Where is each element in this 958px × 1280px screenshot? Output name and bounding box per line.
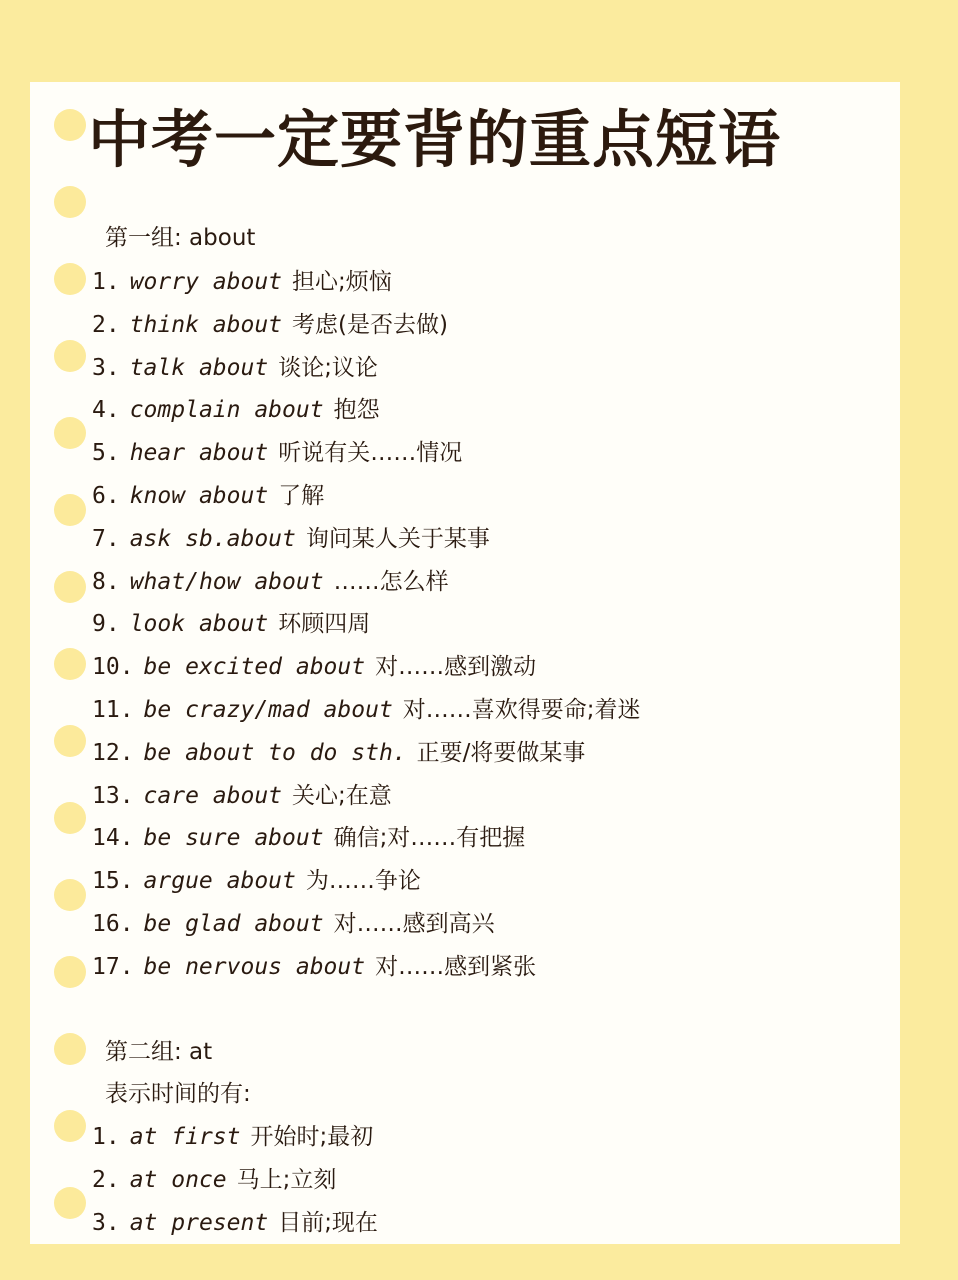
- item-number: 7.: [92, 525, 120, 552]
- item-number: 5.: [92, 440, 120, 467]
- item-number: 2.: [92, 1167, 120, 1193]
- item-number: 9.: [92, 611, 120, 638]
- item-phrase: at once: [129, 1167, 227, 1193]
- item-phrase: be sure about: [143, 825, 324, 852]
- list-item: [92, 607, 370, 641]
- list-item: [92, 907, 495, 941]
- binder-hole-icon: [54, 648, 86, 680]
- binder-hole-icon: [54, 879, 86, 911]
- binder-hole-icon: [54, 417, 86, 449]
- list-item: [92, 1120, 373, 1154]
- item-phrase: care about: [143, 782, 283, 809]
- group-subheading-time: 表示时间的有:: [105, 1081, 251, 1107]
- binder-hole-icon: [54, 802, 86, 834]
- list-item: [92, 308, 448, 342]
- list-item: [92, 1206, 378, 1240]
- list-item: [92, 351, 378, 385]
- item-meaning: 了解: [278, 483, 325, 509]
- list-item: [92, 393, 380, 427]
- item-meaning: 听说有关……情况: [278, 440, 463, 467]
- item-meaning: 对……感到高兴: [333, 911, 495, 937]
- item-meaning: 谈论;议论: [278, 354, 378, 381]
- notebook-page: [30, 82, 900, 1244]
- item-number: 8.: [92, 568, 120, 595]
- item-phrase: what/how about: [129, 568, 324, 595]
- binder-hole-icon: [54, 340, 86, 372]
- item-meaning: 正要/将要做某事: [416, 739, 586, 766]
- item-phrase: know about: [129, 483, 269, 509]
- item-meaning: 考虑(是否去做): [292, 311, 448, 338]
- item-number: 14.: [92, 825, 134, 852]
- binder-hole-icon: [54, 1033, 86, 1065]
- item-phrase: at first: [129, 1124, 241, 1150]
- item-number: 11.: [92, 697, 134, 723]
- item-phrase: talk about: [129, 354, 269, 381]
- item-meaning: 对……感到紧张: [375, 953, 537, 980]
- list-item: [92, 565, 449, 599]
- group-heading-about: 第一组: about: [105, 225, 256, 251]
- item-phrase: at present: [129, 1210, 269, 1236]
- item-phrase: ask sb.about: [129, 525, 296, 552]
- item-number: 4.: [92, 397, 120, 424]
- item-phrase: complain about: [129, 397, 324, 424]
- item-meaning: 担心;烦恼: [292, 269, 392, 295]
- item-phrase: hear about: [129, 440, 269, 467]
- item-meaning: 对……感到激动: [375, 654, 537, 681]
- item-number: 12.: [92, 739, 134, 766]
- item-phrase: be crazy/mad about: [143, 697, 393, 723]
- list-item: [92, 479, 324, 513]
- item-phrase: think about: [129, 311, 283, 338]
- item-meaning: 关心;在意: [292, 782, 392, 809]
- item-meaning: ……怎么样: [333, 568, 449, 595]
- item-meaning: 抱怨: [333, 397, 380, 424]
- group-heading-at: 第二组: at: [105, 1039, 213, 1065]
- item-meaning: 询问某人关于某事: [305, 525, 490, 552]
- item-phrase: look about: [129, 611, 269, 638]
- list-item: [92, 650, 536, 684]
- list-item: [92, 779, 392, 813]
- list-item: [92, 1163, 336, 1197]
- item-phrase: argue about: [143, 868, 296, 895]
- list-item: [92, 736, 585, 770]
- item-number: 10.: [92, 654, 134, 681]
- list-item: [92, 436, 462, 470]
- item-phrase: worry about: [129, 269, 283, 295]
- binder-hole-icon: [54, 186, 86, 218]
- list-item: [92, 265, 392, 299]
- list-item: [92, 864, 421, 898]
- item-number: 17.: [92, 953, 134, 980]
- item-number: 6.: [92, 483, 120, 509]
- binder-hole-icon: [54, 571, 86, 603]
- item-meaning: 为……争论: [305, 868, 421, 895]
- item-phrase: be nervous about: [143, 953, 366, 980]
- item-phrase: be about to do sth.: [143, 739, 407, 766]
- item-meaning: 开始时;最初: [250, 1124, 374, 1150]
- item-meaning: 环顾四周: [278, 611, 371, 638]
- list-item: [92, 693, 641, 727]
- binder-hole-icon: [54, 1187, 86, 1219]
- item-number: 13.: [92, 782, 134, 809]
- item-meaning: 目前;现在: [278, 1210, 378, 1236]
- item-number: 1.: [92, 269, 120, 295]
- page-title: 中考一定要背的重点短语: [88, 103, 782, 176]
- binder-hole-icon: [54, 956, 86, 988]
- item-number: 3.: [92, 354, 120, 381]
- list-item: [92, 522, 490, 556]
- binder-hole-icon: [54, 725, 86, 757]
- item-phrase: be glad about: [143, 911, 324, 937]
- item-number: 1.: [92, 1124, 120, 1150]
- item-meaning: 马上;立刻: [236, 1167, 337, 1193]
- list-item: [92, 950, 536, 984]
- binder-hole-icon: [54, 109, 86, 141]
- binder-hole-icon: [54, 494, 86, 526]
- binder-hole-icon: [54, 263, 86, 295]
- item-meaning: 确信;对……有把握: [333, 825, 526, 852]
- item-meaning: 对……喜欢得要命;着迷: [402, 697, 641, 723]
- item-number: 15.: [92, 868, 134, 895]
- item-number: 3.: [92, 1210, 120, 1236]
- item-number: 2.: [92, 311, 120, 338]
- item-phrase: be excited about: [143, 654, 366, 681]
- list-item: [92, 821, 525, 855]
- binder-hole-icon: [54, 1110, 86, 1142]
- item-number: 16.: [92, 911, 134, 937]
